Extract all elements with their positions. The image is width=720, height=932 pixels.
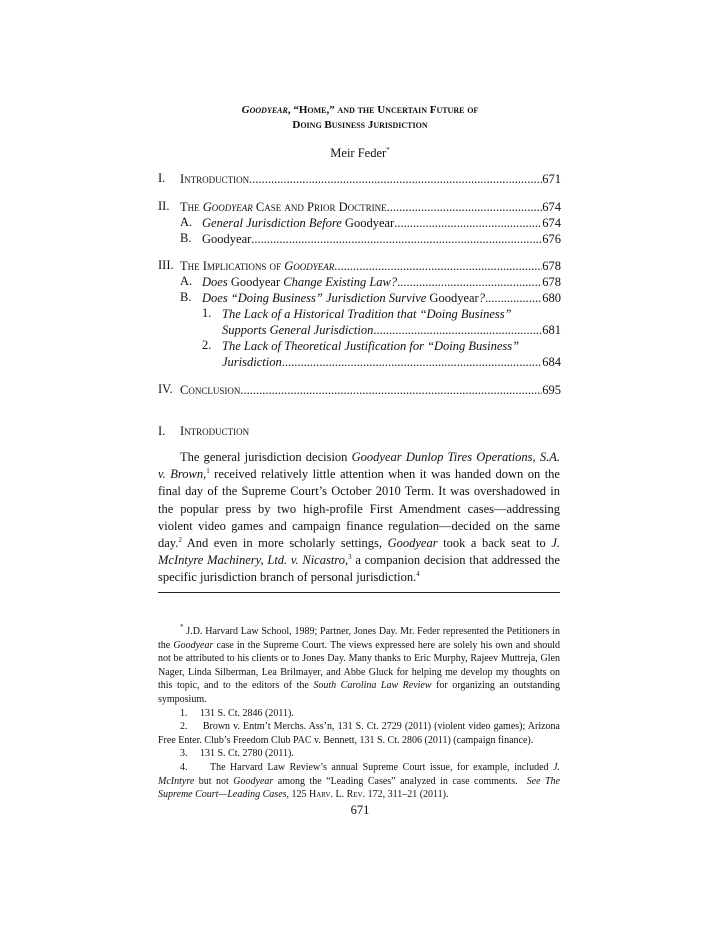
toc-ii-number: II. <box>158 199 170 213</box>
title-line-1: Goodyear, “Home,” and the Uncertain Future of <box>241 104 479 116</box>
body-paragraph: The general jurisdiction decision Goodyear Dunlop Tires Operations, S.A. v. Brown,$^1$ received relatively little attention when it was handed down on the final day of the Supreme Court’s October 2010 Term. It was overshadowed in the popular press by two high-profile First Amendment cases—addressing violent video games and campaign finance regulation—decided on the same day.$^2$ And even in more scholarly settings, Goodyear took a back seat to J. McIntyre Machinery, Ltd. v. Nicastro,$^3$ a companion decision that addressed the specific jurisdiction branch of personal jurisdiction.$^4$ <box>158 450 561 585</box>
toc-iii-b1-label: 1. <box>202 306 212 320</box>
toc-iv-entry[interactable]: Conclusion ..... 695 <box>180 382 561 398</box>
toc-iii-entry[interactable]: The Implications of Goodyear ..... 678 <box>180 258 561 274</box>
article-title <box>0 103 720 133</box>
toc-i-number: I. <box>158 171 166 185</box>
toc-iii-b1-entry[interactable]: Supports General Jurisdiction ..... 681 <box>222 322 561 338</box>
footnotes <box>158 623 563 802</box>
toc-iii-b2-label: 2. <box>202 338 212 352</box>
page-number: 671 <box>350 803 370 817</box>
title-line-2: Doing Business Jurisdiction <box>292 119 428 131</box>
toc-iii-b2-entry[interactable]: Jurisdiction ..... 684 <box>222 354 561 370</box>
footnote-ref-1[interactable]: 1 <box>206 467 210 476</box>
footnote-ref-3[interactable]: 3 <box>348 553 352 562</box>
author-byline: Meir Feder* <box>330 146 390 160</box>
footnote-1: 1. 131 S. Ct. 2846 (2011). <box>180 707 294 719</box>
toc-iii-a-entry[interactable]: Does Goodyear Change Existing Law? ..... 678 <box>202 274 561 290</box>
section-heading: Introduction <box>180 424 250 438</box>
toc-i-entry[interactable]: Introduction ..... 671 <box>180 171 561 187</box>
toc-iv-number: IV. <box>158 382 173 396</box>
toc-iii-b-label: B. <box>180 290 192 304</box>
section-number: I. <box>158 424 166 438</box>
toc-ii-b-label: B. <box>180 231 192 245</box>
footnote-3: 3. 131 S. Ct. 2780 (2011). <box>180 748 294 760</box>
toc-iii-number: III. <box>158 258 174 272</box>
toc-iii-b2-line-1[interactable]: The Lack of Theoretical Justification for “Doing Business” <box>222 339 520 353</box>
toc-ii-a-label: A. <box>180 215 193 229</box>
toc-iii-b1-line-1[interactable]: The Lack of a Historical Tradition that “Doing Business” <box>222 307 512 321</box>
toc-iii-b-entry[interactable]: Does “Doing Business” Jurisdiction Survive Goodyear? ..... 680 <box>202 290 561 306</box>
footnote-4: 4. The Harvard Law Review’s annual Supreme Court issue, for example, included J. McIntyre but not Goodyear among the “Leading Cases” analyzed in case comments. See The Supreme Court—Leading Cases, 125 Harv. L. Rev. 172, 311–21 (2011). <box>158 761 563 801</box>
toc-iii-a-label: A. <box>180 274 193 288</box>
toc-ii-b-entry[interactable]: Goodyear ..... 676 <box>202 231 561 247</box>
footnote-author: * J.D. Harvard Law School, 1989; Partner, Jones Day. Mr. Feder represented the Petitioners in the Goodyear case in the Supreme Court. The views expressed here are solely his own and should not be attributed to his clients or to Jones Day. Many thanks to Eric Murphy, Rajeev Muttreja, Glen Nager, Linda Silberman, Lea Brilmayer, and Abbe Gluck for helping me develop my thoughts on this topic, and to the editors of the South Carolina Law Review for organizing an outstanding symposium. <box>158 623 561 705</box>
toc-ii-a-entry[interactable]: General Jurisdiction Before Goodyear ..... 674 <box>202 215 561 231</box>
toc-ii-entry[interactable]: The Goodyear Case and Prior Doctrine ..... 674 <box>180 199 561 215</box>
footnote-2: 2. Brown v. Entm’t Merchs. Ass’n, 131 S. Ct. 2729 (2011) (violent video games); Arizona Free Enter. Club’s Freedom Club PAC v. Bennett, 131 S. Ct. 2806 (2011) (campaign finance). <box>158 721 563 746</box>
footnote-ref-2[interactable]: 2 <box>178 536 182 545</box>
footnote-ref-4[interactable]: 4 <box>416 570 420 579</box>
footnote-divider <box>158 592 560 593</box>
